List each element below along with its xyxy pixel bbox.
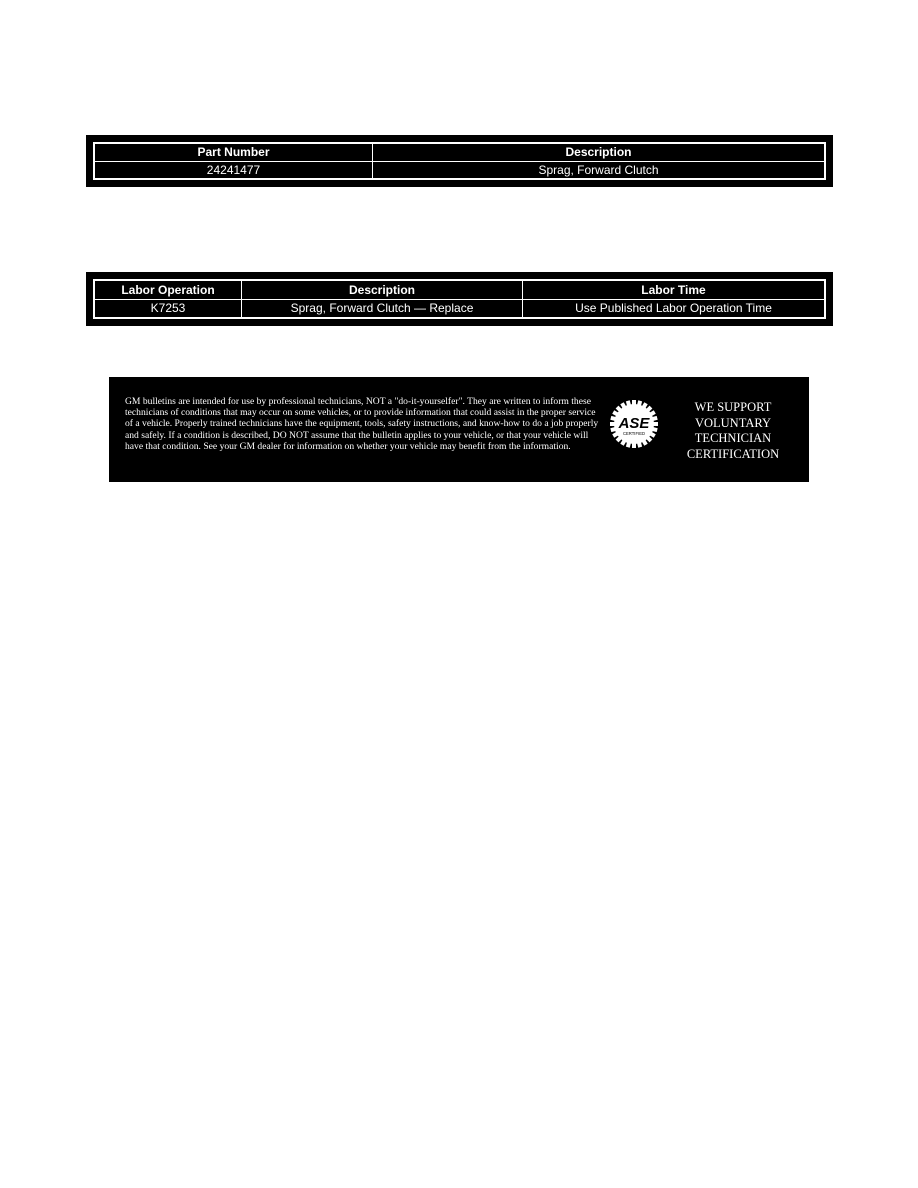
support-line: CERTIFICATION (686, 446, 780, 461)
parts-header-part-number: Part Number (197, 145, 270, 160)
labor-table-header-row (95, 281, 824, 299)
support-certification-text (675, 400, 791, 462)
parts-header-description: Description (372, 144, 824, 161)
table-row (95, 299, 824, 318)
parts-table (86, 135, 833, 187)
disclaimer-text: GM bulletins are intended for use by professional technicians, NOT a "do-it-yourselfer". They are written to inform these technicians of conditions that may occur on some vehicles, or to provide information that could assist in the proper service of a vehicle. Properly trained technicians have the equipment, tools, safety instructions, and know-how to do a job properly and safely. If a condition is described, DO NOT assume that the bulletin applies to your vehicle, or that your vehicle will have that condition. See your GM dealer for information on whether your vehicle may benefit from the information. (125, 396, 599, 452)
labor-description-cell: Sprag, Forward Clutch — Replace (241, 300, 522, 318)
labor-header-operation: Labor Operation (121, 282, 215, 297)
part-description-cell: Sprag, Forward Clutch (372, 162, 824, 179)
table-row (95, 161, 824, 179)
ase-certified-logo-icon (609, 399, 659, 449)
labor-header-description: Description (241, 281, 522, 299)
labor-operation-cell: K7253 (150, 301, 186, 316)
support-line: VOLUNTARY (694, 415, 772, 430)
support-line: TECHNICIAN (694, 431, 772, 445)
ase-logo-text: ASE (618, 415, 650, 432)
labor-table (86, 272, 833, 326)
labor-header-time: Labor Time (522, 281, 824, 299)
part-number-cell: 24241477 (206, 162, 261, 177)
support-line: WE SUPPORT (694, 400, 772, 414)
labor-time-cell: Use Published Labor Operation Time (522, 300, 824, 318)
parts-table-header-row (95, 144, 824, 161)
disclaimer-banner (109, 377, 809, 482)
ase-logo-subtext: CERTIFIED (622, 431, 646, 436)
